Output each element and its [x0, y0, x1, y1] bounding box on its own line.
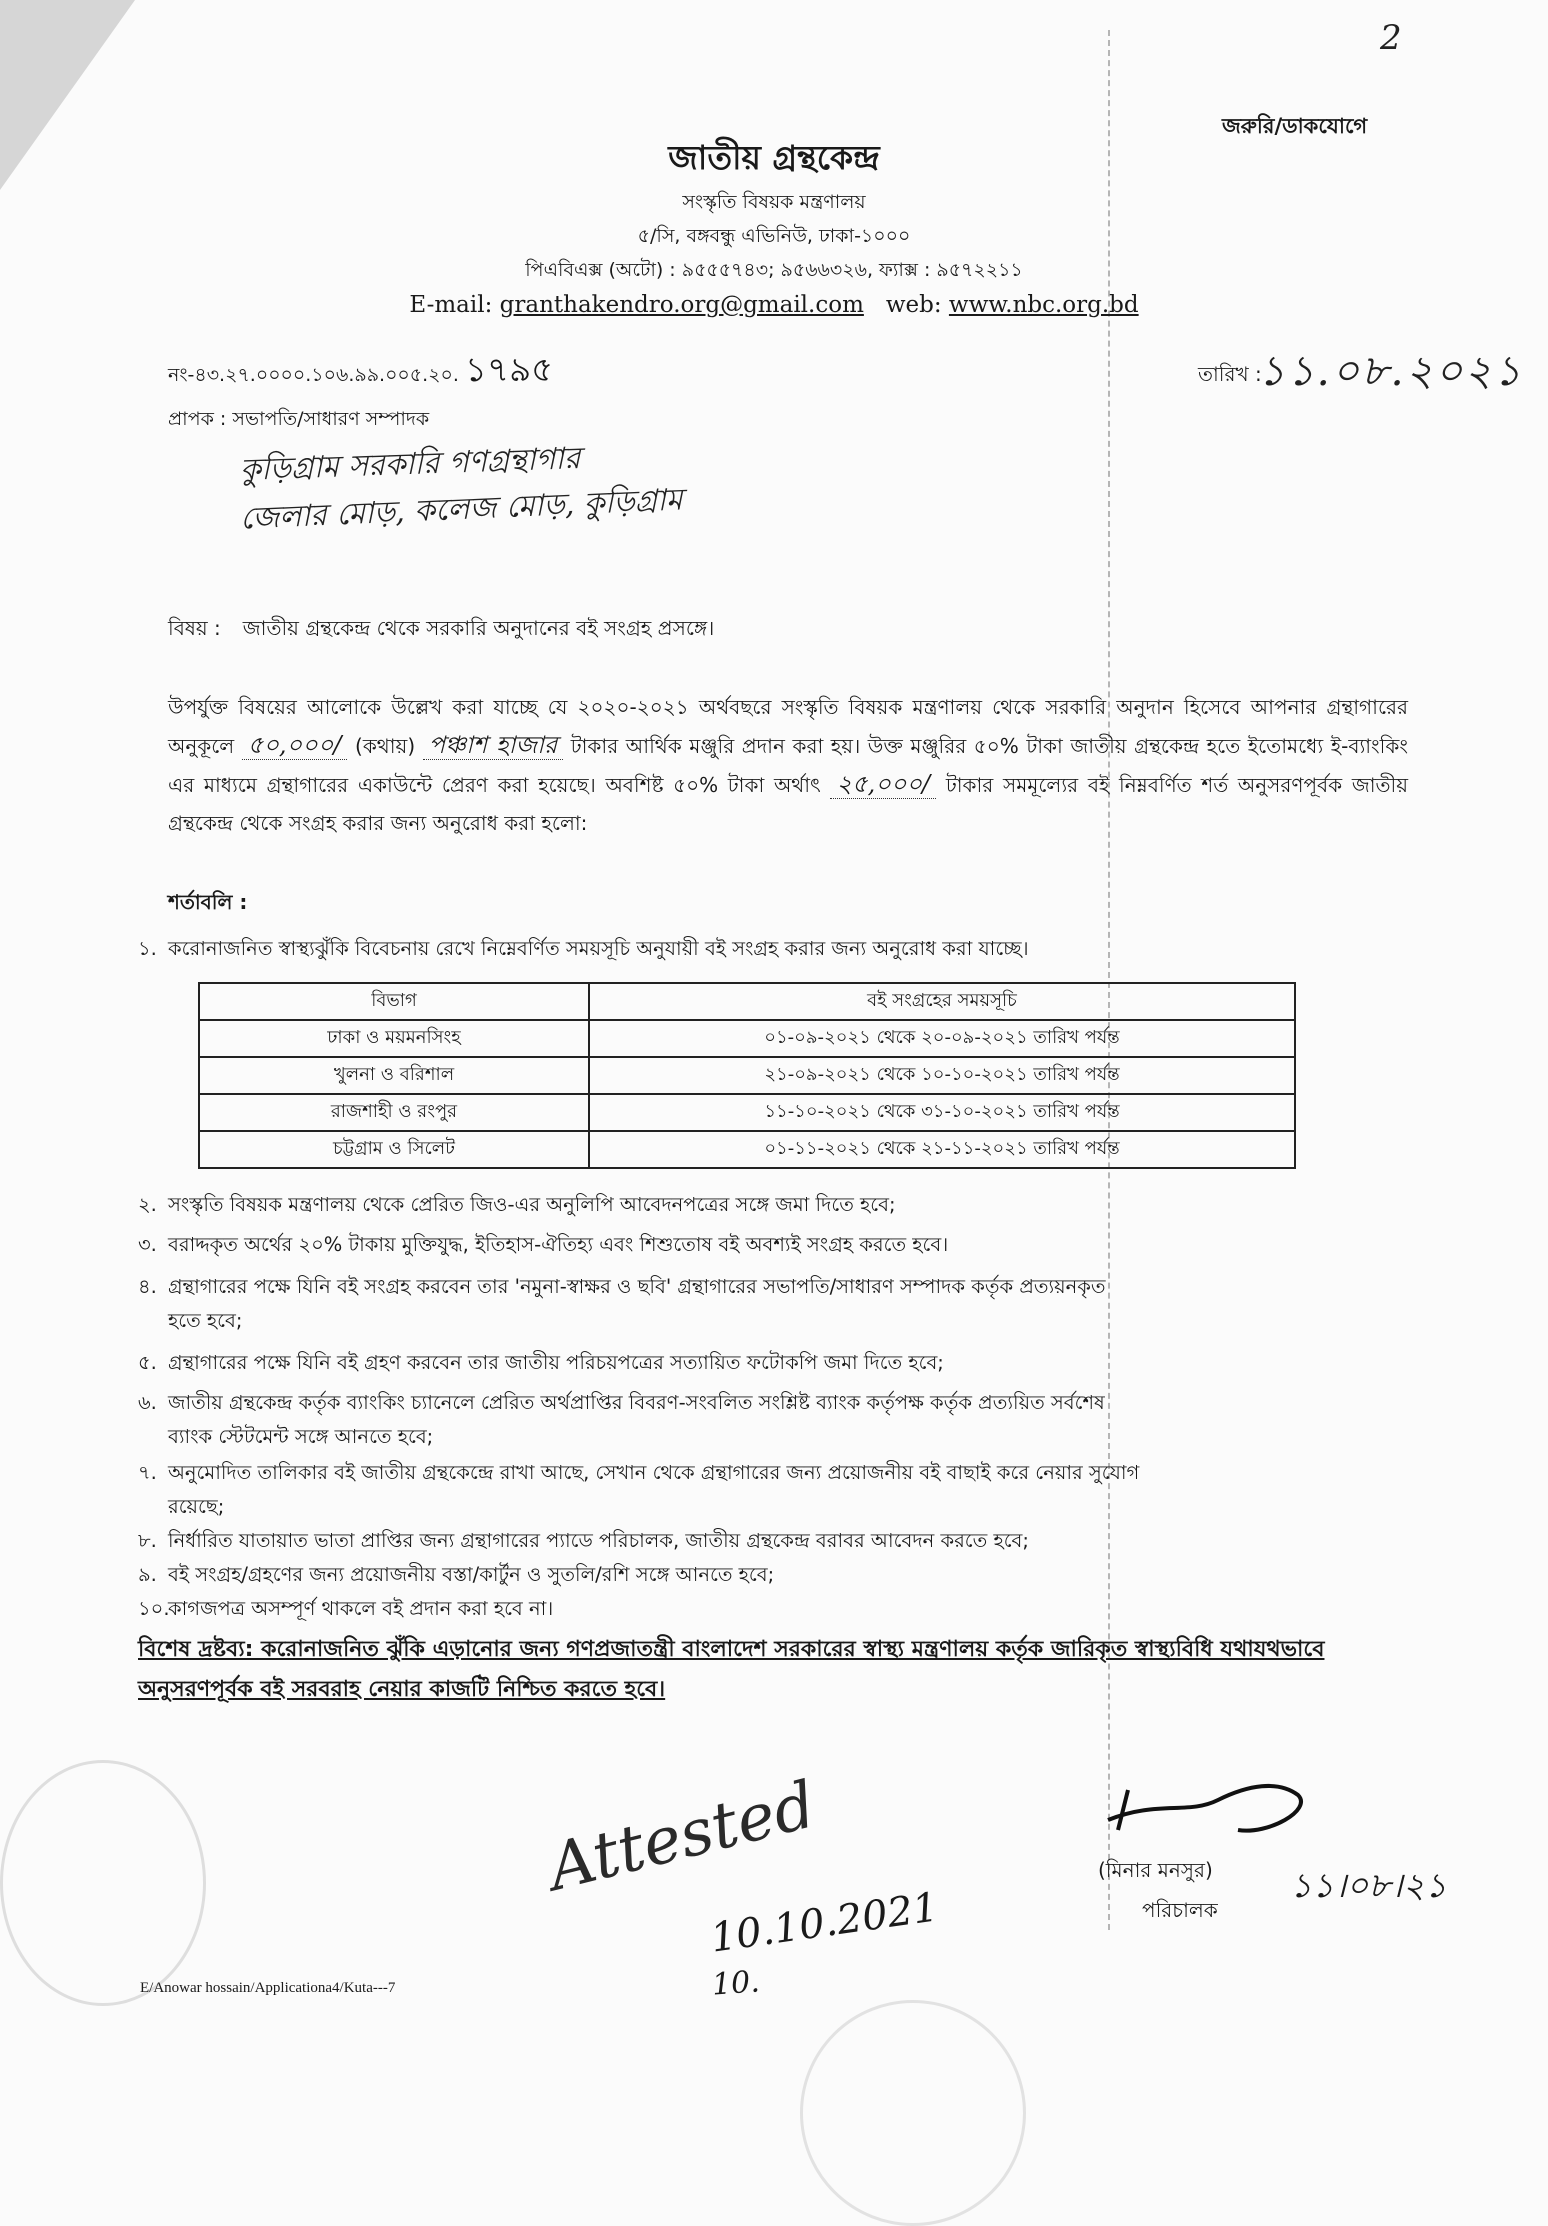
term-text: করোনাজনিত স্বাস্থ্যঝুঁকি বিবেচনায় রেখে নিম্নেবর্ণিত সময়সূচি অনুযায়ী বই সংগ্রহ করার জন্য অনুরোধ করা যাচ্ছে। [168, 937, 1029, 960]
term-number: ৬. [138, 1391, 157, 1414]
handwritten-ref-no: ১৭৯৫ [464, 350, 554, 390]
term-number: ৭. [138, 1461, 157, 1484]
subject-line [168, 614, 714, 647]
term-continuation: হতে হবে; [168, 1309, 243, 1332]
signature-stroke [1108, 1786, 1301, 1831]
schedule-cell: ২১-০৯-২০২১ থেকে ১০-১০-২০২১ তারিখ পর্যন্ত [589, 1057, 1295, 1094]
org-phones: পিএবিএক্স (অটো) : ৯৫৫৫৭৪৩; ৯৫৬৬৩২৬, ফ্যাক্স : ৯৫৭২২১১ [525, 259, 1023, 281]
term-item [138, 1558, 1418, 1592]
term-text: সংস্কৃতি বিষয়ক মন্ত্রণালয় থেকে প্রেরিত জিও-এর অনুলিপি আবেদনপত্রের সঙ্গে জমা দিতে হবে; [168, 1193, 896, 1216]
subject-label: বিষয় : [168, 616, 221, 640]
table-row [199, 1131, 1295, 1168]
term-item [138, 1592, 1418, 1626]
faded-stamp [800, 2000, 1026, 2226]
amount-number: ৫০,০০০/ [242, 731, 348, 760]
term-item [138, 1188, 1418, 1222]
term-number: ৮. [138, 1529, 157, 1552]
term-number: ১. [138, 937, 157, 960]
schedule-cell: ১১-১০-২০২১ থেকে ৩১-১০-২০২১ তারিখ পর্যন্ত [589, 1094, 1295, 1131]
org-address: ৫/সি, বঙ্গবন্ধু এভিনিউ, ঢাকা-১০০০ [637, 225, 911, 247]
special-note: বিশেষ দ্রষ্টব্য: করোনাজনিত ঝুঁকি এড়ানোর জন্য গণপ্রজাতন্ত্রী বাংলাদেশ সরকারের স্বাস্থ্য মন্ত্রণালয় কর্তৃক জারিকৃত স্বাস্থ্যবিধি যথাযথভাবে অনুসরণপূর্বক বই সরবরাহ নেয়ার কাজটি নিশ্চিত করতে হবে। [138, 1637, 1325, 1702]
date-value: ১১.০৮.২০২১ [1258, 346, 1523, 395]
schedule-cell: ০১-১১-২০২১ থেকে ২১-১১-২০২১ তারিখ পর্যন্ত [589, 1131, 1295, 1168]
term-text: গ্রন্থাগারের পক্ষে যিনি বই সংগ্রহ করবেন তার 'নমুনা-স্বাক্ষর ও ছবি' গ্রন্থাগারের সভাপতি/সাধারণ সম্পাদক কর্তৃক প্রত্যয়নকৃত [168, 1275, 1106, 1298]
schedule-table [198, 982, 1296, 1169]
term-item [138, 1524, 1418, 1558]
division-cell: রাজশাহী ও রংপুর [199, 1094, 589, 1131]
recipient-designation: সভাপতি/সাধারণ সম্পাদক [232, 408, 430, 430]
half-amount: ২৫,০০০/ [830, 770, 936, 799]
term-item [138, 1270, 1418, 1338]
contact-line [0, 292, 1548, 318]
division-cell: খুলনা ও বরিশাল [199, 1057, 589, 1094]
recipient-line1: কুড়িগ্রাম সরকারি গণগ্রন্থাগার [239, 441, 582, 488]
page-number: 2 [1380, 18, 1402, 58]
terms-title: শর্তাবলি : [168, 890, 248, 914]
term-text: অনুমোদিত তালিকার বই জাতীয় গ্রন্থকেন্দ্রে রাখা আছে, সেখান থেকে গ্রন্থাগারের জন্য প্রয়োজনীয় বই বাছাই করে নেয়ার সুযোগ [168, 1461, 1140, 1484]
amount-words: পঞ্চাশ হাজার [423, 731, 563, 760]
body-text: টাকার সমমূল্যের বই নিম্নবর্ণিত শর্ত অনুসরণপূর্বক জাতীয় গ্রন্থকেন্দ্র থেকে সংগ্রহ করার জন্য অনুরোধ করা হলো: [168, 773, 1409, 835]
term-continuation: রয়েছে; [168, 1495, 225, 1518]
body-paragraph [168, 688, 1408, 842]
column-header: বিভাগ [199, 983, 589, 1020]
signatory-title: পরিচালক [1142, 1898, 1218, 1922]
signatory-name: (মিনার মনসুর) [1098, 1858, 1213, 1882]
term-text: বরাদ্দকৃত অর্থের ২০% টাকায় মুক্তিযুদ্ধ, ইতিহাস-ঐতিহ্য এবং শিশুতোষ বই অবশ্যই সংগ্রহ করতে হবে। [168, 1233, 949, 1256]
recipient-label: প্রাপক : [168, 408, 227, 430]
term-text: কাগজপত্র অসম্পূর্ণ থাকলে বই প্রদান করা হবে না। [168, 1597, 554, 1620]
reference-code: নং-৪৩.২৭.০০০০.১০৬.৯৯.০০৫.২০. [168, 364, 459, 386]
signature [1098, 1760, 1338, 1860]
file-footer: E/Anowar hossain/Applicationa4/Kuta---7 [140, 1980, 396, 1996]
attested-date-partial: 10. [710, 1964, 761, 2003]
table-row [199, 1094, 1295, 1131]
term-number: ৯. [138, 1563, 157, 1586]
column-header: বই সংগ্রহের সময়সূচি [589, 983, 1295, 1020]
subject-text: জাতীয় গ্রন্থকেন্দ্র থেকে সরকারি অনুদানের বই সংগ্রহ প্রসঙ্গে। [242, 616, 715, 640]
term-text: নির্ধারিত যাতায়াত ভাতা প্রাপ্তির জন্য গ্রন্থাগারের প্যাডে পরিচালক, জাতীয় গ্রন্থকেন্দ্র বরাবর আবেদন করতে হবে; [168, 1529, 1029, 1552]
email-label: E-mail: [409, 292, 493, 318]
attested-date: 10.10.2021 [707, 1884, 942, 1962]
term-number: ৩. [138, 1233, 157, 1256]
ministry-name: সংস্কৃতি বিষয়ক মন্ত্রণালয় [682, 191, 866, 213]
schedule-cell: ০১-০৯-২০২১ থেকে ২০-০৯-২০২১ তারিখ পর্যন্ত [589, 1020, 1295, 1057]
term-text: গ্রন্থাগারের পক্ষে যিনি বই গ্রহণ করবেন তার জাতীয় পরিচয়পত্রের সত্যায়িত ফটোকপি জমা দিতে হবে; [168, 1351, 944, 1374]
division-cell: চট্টগ্রাম ও সিলেট [199, 1131, 589, 1168]
faded-stamp [0, 1760, 206, 2006]
web-label: web: [885, 292, 942, 318]
table-header-row [199, 983, 1295, 1020]
recipient-block [168, 405, 429, 437]
term-number: ৪. [138, 1275, 157, 1298]
term-text: বই সংগ্রহ/গ্রহণের জন্য প্রয়োজনীয় বস্তা/কার্টুন ও সুতলি/রশি সঙ্গে আনতে হবে; [168, 1563, 775, 1586]
division-cell: ঢাকা ও ময়মনসিংহ [199, 1020, 589, 1057]
table-row [199, 1057, 1295, 1094]
term-number: ৫. [138, 1351, 157, 1374]
words-label: (কথায়) [355, 734, 416, 758]
term-item [138, 932, 1418, 966]
body-text: টাকার আর্থিক মঞ্জুরি প্রদান করা হয়। উক্ত মঞ্জুরির ৫০% টাকা জাতীয় গ্রন্থকেন্দ্র হতে ইতোমধ্যে ই-ব্যাংকিং এর মাধ্যমে গ্রন্থাগারের একাউন্টে প্রেরণ করা হয়েছে। অবশিষ্ট ৫০% টাকা অর্থাৎ [168, 734, 1408, 797]
term-item [138, 1456, 1418, 1524]
web-link[interactable]: www.nbc.org.bd [948, 292, 1139, 318]
body-text: উপর্যুক্ত বিষয়ের আলোকে উল্লেখ করা যাচ্ছে যে ২০২০-২০২১ অর্থবছরে সংস্কৃতি বিষয়ক মন্ত্রণালয় থেকে সরকারি অনুদান হিসেবে আপনার গ্রন্থাগারের অনুকূলে [168, 695, 1408, 758]
term-number: ২. [138, 1193, 157, 1216]
term-continuation: ব্যাংক স্টেটমেন্ট সঙ্গে আনতে হবে; [168, 1425, 434, 1448]
term-item [138, 1346, 1418, 1380]
recipient-line2: জেলার মোড়, কলেজ মোড়, কুড়িগ্রাম [239, 482, 684, 537]
urgency-label: জরুরি/ডাকযোগে [1222, 114, 1368, 138]
term-item [138, 1386, 1418, 1454]
term-item [138, 1228, 1418, 1262]
email-link[interactable]: granthakendro.org@gmail.com [499, 292, 864, 318]
org-name: জাতীয় গ্রন্থকেন্দ্র [668, 138, 880, 177]
attested-handwriting: Attested [541, 1768, 823, 1906]
signature-date: ১১।০৮।২১ [1290, 1866, 1447, 1906]
reference-number [168, 344, 553, 401]
term-text: জাতীয় গ্রন্থকেন্দ্র কর্তৃক ব্যাংকিং চ্যানেলে প্রেরিত অর্থপ্রাপ্তির বিবরণ-সংবলিত সংশ্লিষ্ট ব্যাংক কর্তৃপক্ষ কর্তৃক প্রত্যয়িত সর্বশেষ [168, 1391, 1105, 1414]
table-row [199, 1020, 1295, 1057]
date-label: তারিখ : [1198, 362, 1262, 386]
term-number: ১০. [138, 1597, 170, 1620]
